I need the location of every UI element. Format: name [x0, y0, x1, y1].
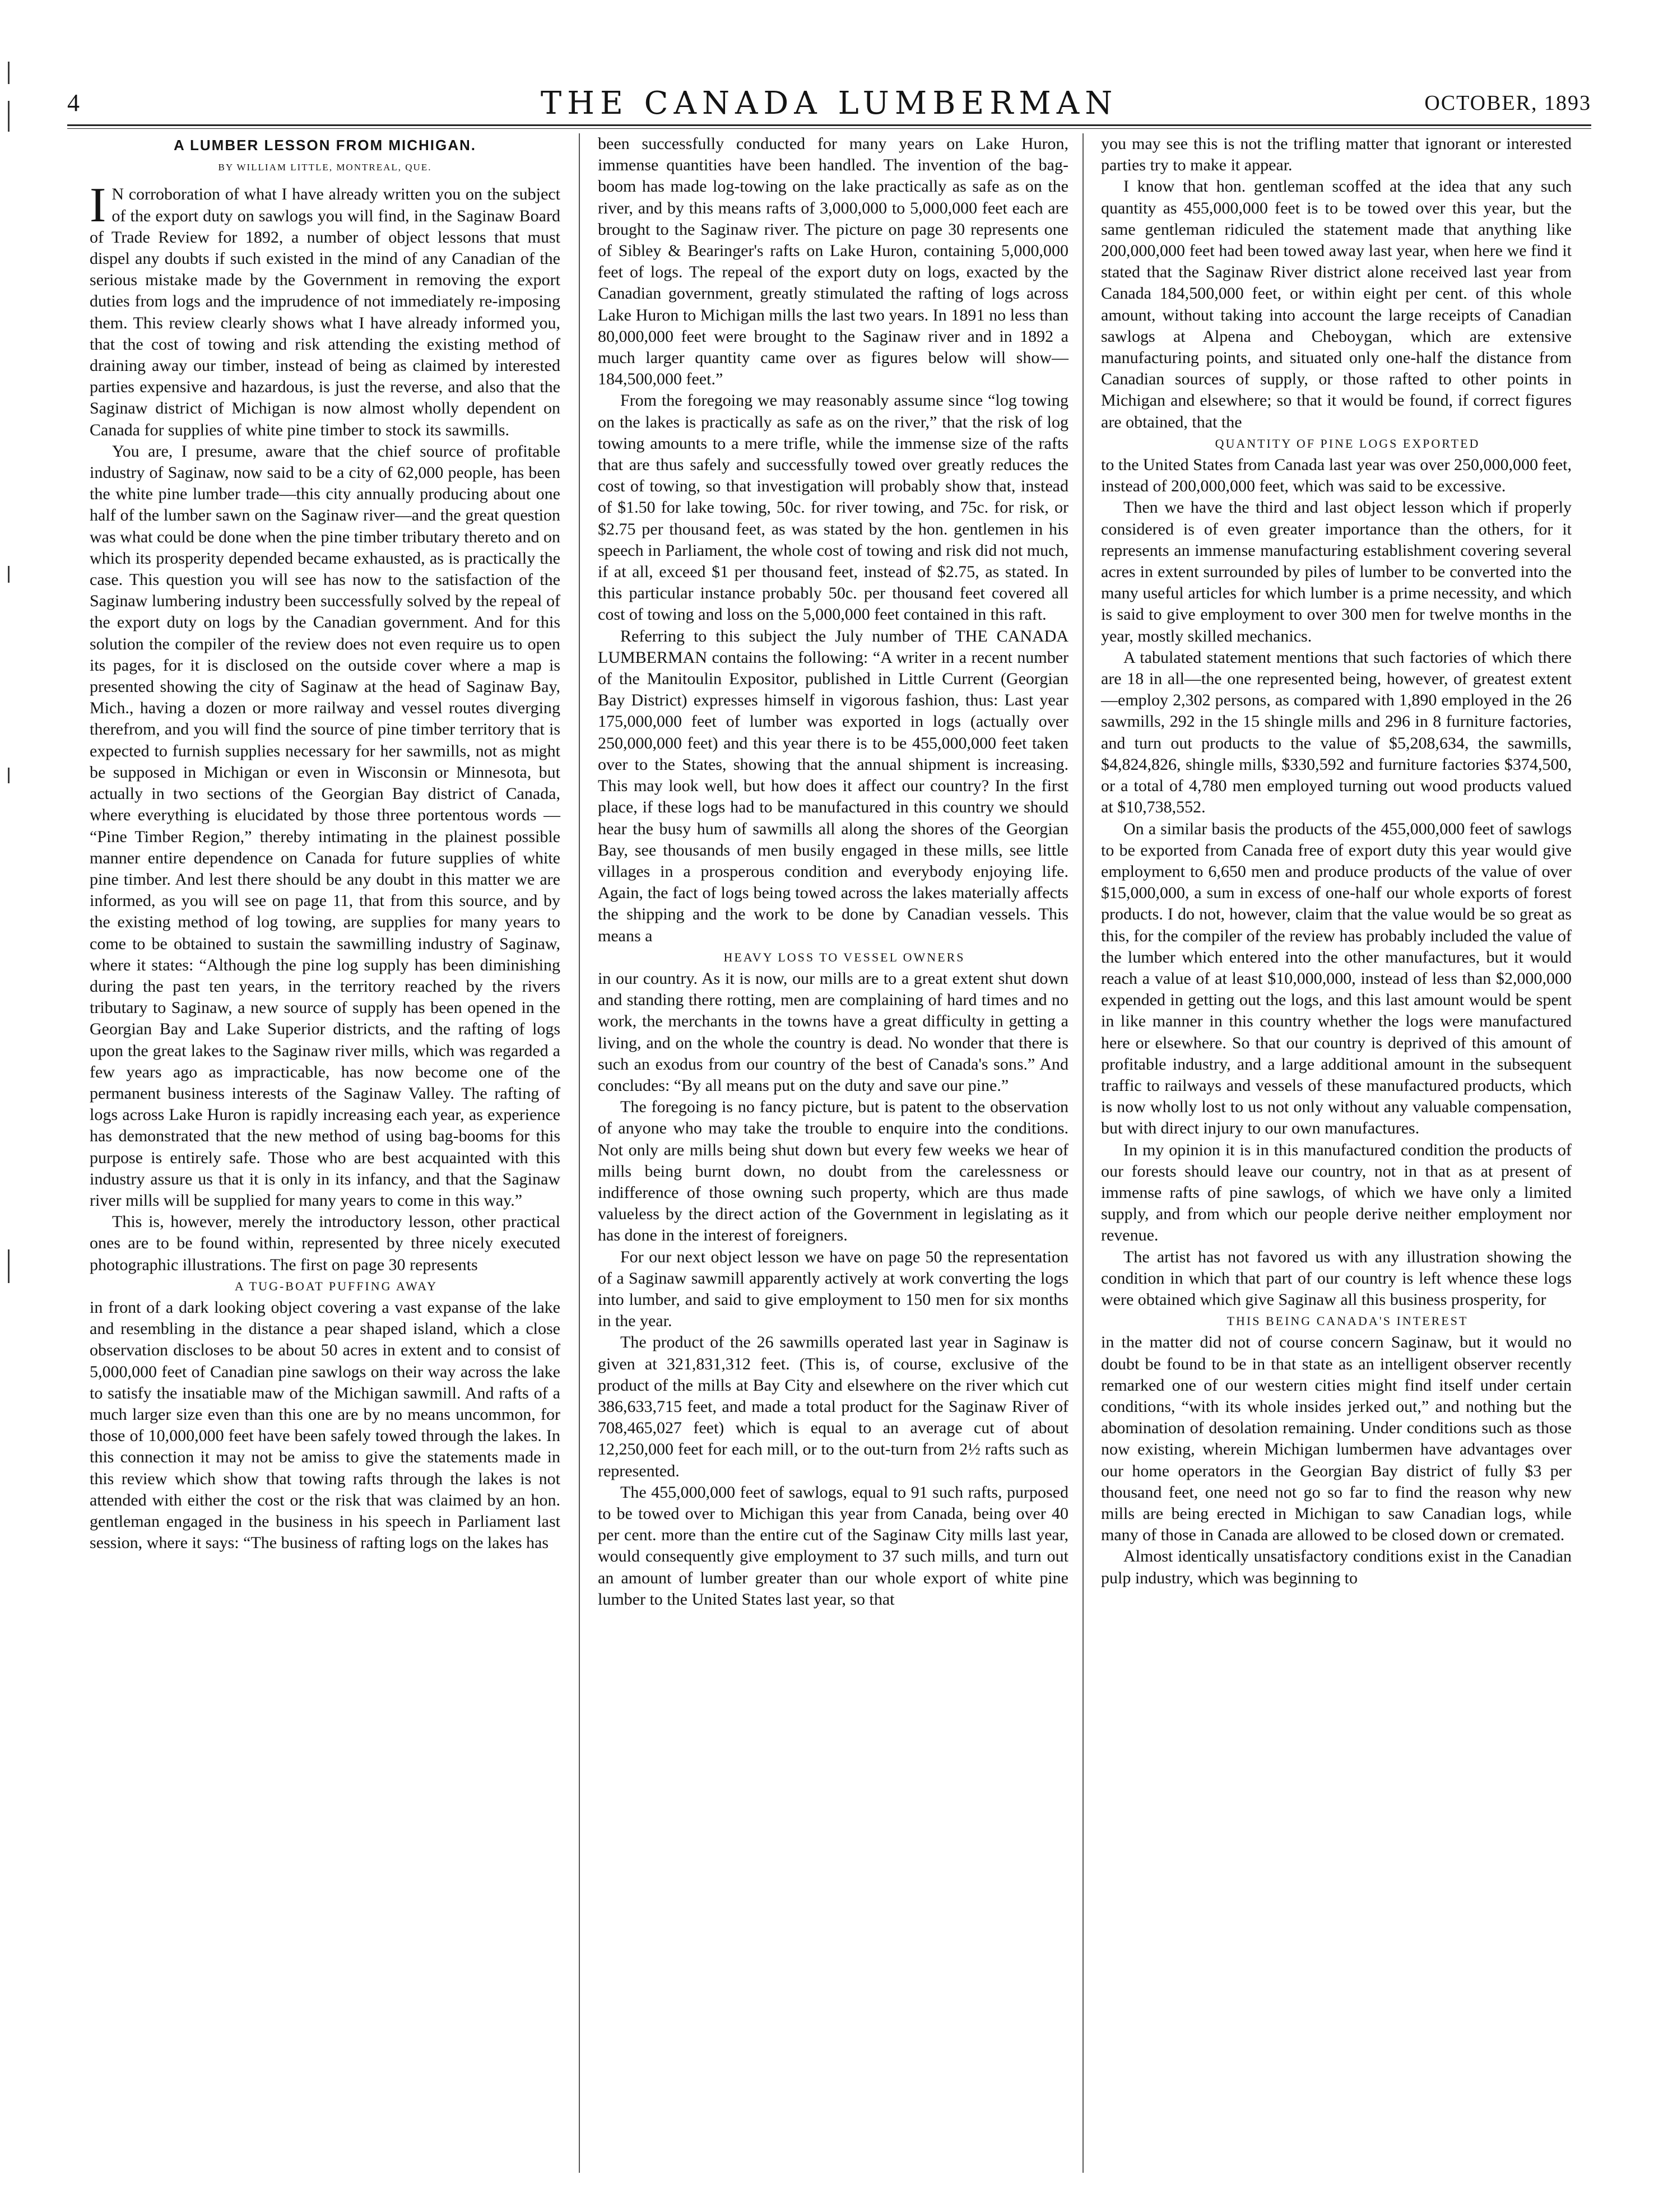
column-divider: [579, 133, 580, 2173]
article-paragraph: From the foregoing we may reasonably assume since “log towing on the lakes is practically as safe as on the river,” that the risk of log towing amounts to a mere trifle, while the immense size of the rafts that are thus safely and successfully towed over greatly reduces the cost of towing, so that investigation will probably show that, instead of $1.50 for lake towing, 50c. for river towing, and 75c. for risk, or $2.75 per thousand feet, as was stated by the hon. gentlemen in his speech in Parliament, the whole cost of towing and risk did not much, if at all, exceed $1 per thousand feet, instead of $2.75, as stated. In this particular instance probably 50c. per thousand feet covered all cost of towing and loss on the 5,000,000 feet contained in this raft.: [598, 391, 1068, 624]
article-paragraph: I know that hon. gentleman scoffed at the idea that any such quantity as 455,000,000 feet is to be towed over this year, but the same gentleman ridiculed the statement made that anything like 200,000,000 feet had been towed away last year, when here we find it stated that the Saginaw River district alone received last year from Canada 184,500,000 feet, or within eight per cent. of this whole amount, without taking into account the large receipts of Canadian sawlogs at Alpena and Cheboygan, which are extensive manufacturing points, and situated only one-half the distance from Canadian sources of supply, or those rafted to other points in Michigan and elsewhere; so that it would be found, if correct figures are obtained, that the: [1101, 177, 1572, 431]
masthead: [67, 84, 1591, 123]
article-paragraph: Then we have the third and last object lesson which if properly considered is of even greater importance than the others, for it represents an immense manufacturing establishment covering several acres in extent surrounded by piles of lumber to be converted into the many useful articles for which lumber is a prime necessity, and which is said to give employment to over 300 men for twelve months in the year, mostly skilled mechanics.: [1101, 498, 1572, 645]
article-paragraph: You are, I presume, aware that the chief source of profitable industry of Saginaw, now said to be a city of 62,000 people, has been the white pine lumber trade—this city annually producing about one half of the lumber sawn on the Saginaw river—and the great question was what could be done when the pine timber tributary thereto and on which its prosperity depended became exhausted, as is practically the case. This question you will see has now to the satisfaction of the Saginaw lumbering industry been successfully solved by the repeal of the export duty on logs by the Canadian government. And for this solution the compiler of the review does not even require us to open its pages, for it is disclosed on the outside cover where a map is presented showing the city of Saginaw at the head of Saginaw Bay, Mich., having a dozen or more railway and vessel routes diverging therefrom, and you will find the source of pine timber territory that is expected to furnish supplies necessary for her sawmills, not as might be supposed in Michigan or even in Wisconsin or Minnesota, but actually in two sections of the Georgian Bay district of Canada, where everything is elucidated by those three portentous words — “Pine Timber Region,” thereby intimating in the plainest possible manner entire dependence on Canada for future supplies of white pine timber. And lest there should be any doubt in this matter we are informed, as you will see on page 11, that from this source, and by the existing method of log towing, are supplies for many years to come to be obtained to sustain the sawmilling industry of Saginaw, where it states: “Although the pine log supply has been diminishing during the past ten years, in the territory reached by the rivers tributary to Saginaw, a new source of supply has been opened in the Georgian Bay and Lake Superior districts, and the rafting of logs upon the great lakes to the Saginaw river mills, which was regarded a few years ago as impracticable, has now become one of the permanent business interests of the Saginaw Valley. The rafting of logs across Lake Huron is rapidly increasing each year, as experience has demonstrated that the new method of using bag-booms for this purpose is entirely safe. Those who are best acquainted with this industry assure us that it is only in its infancy, and that the Saginaw river mills will be supplied for many years to come in this way.”: [90, 442, 560, 1210]
article-paragraph: you may see this is not the trifling matter that ignorant or interested parties try to make it appear.: [1101, 134, 1572, 175]
column-1: [90, 133, 560, 1554]
column-divider: [1082, 133, 1084, 2173]
article-paragraph: been successfully conducted for many years on Lake Huron, immense quantities have been handled. The invention of the bag-boom has made log-towing on the lake practically as safe as on the river, and by this means rafts of 3,000,000 to 5,000,000 feet each are brought to the Saginaw river. The picture on page 30 represents one of Sibley & Bearinger's rafts on Lake Huron, containing 5,000,000 feet of logs. The repeal of the export duty on logs, exacted by the Canadian government, greatly stimulated the rafting of logs across Lake Huron to Michigan mills the last two years. In 1891 no less than 80,000,000 feet were brought to the Saginaw river and in 1892 a much larger quantity came over as figures below will show—184,500,000 feet.”: [598, 134, 1068, 389]
page-number: 4: [67, 89, 80, 117]
paper-title: THE CANADA LUMBERMAN: [540, 85, 1118, 122]
drop-cap: I: [90, 178, 106, 233]
article-paragraph: For our next object lesson we have on page 50 the representation of a Saginaw sawmill apparently actively at work converting the logs into lumber, and said to give employment to 150 men for six months in the year.: [598, 1247, 1068, 1331]
article-paragraph: The 455,000,000 feet of sawlogs, equal to 91 such rafts, purposed to be towed over to Michigan this year from Canada, being over 40 per cent. more than the entire cut of the Saginaw City mills last year, would consequently give employment to 37 such mills, and turn out an amount of lumber greater than our whole export of white pine lumber to the United States last year, so that: [598, 1483, 1068, 1609]
article-paragraph: in our country. As it is now, our mills are to a great extent shut down and standing there rotting, men are complaining of hard times and no work, the merchants in the towns have a great difficulty in getting a living, and on the whole the country is dead. No wonder that there is such an exodus from our country of the best of Canada's sons.” And concludes: “By all means put on the duty and save our pine.”: [598, 969, 1068, 1095]
article-paragraph: In my opinion it is in this manufactured condition the products of our forests should leave our country, not in that as at present of immense rafts of pine sawlogs, of which we have only a limited supply, and from which our people derive neither employment nor revenue.: [1101, 1140, 1572, 1245]
column-3: [1101, 133, 1572, 1589]
issue-date: OCTOBER, 1893: [1424, 91, 1591, 115]
article-paragraph: On a similar basis the products of the 455,000,000 feet of sawlogs to be exported from Canada free of export duty this year would give employment to 6,650 men and produce products of the value of over $15,000,000, a sum in excess of one-half our whole exports of forest products. I do not, however, claim that the value would be so great as this, for the compiler of the review has probably included the value of the lumber which entered into the other manufactures, but it would reach a value of at least $10,000,000, instead of less than $2,000,000 expended in getting out the logs, and this last amount would be spent in like manner in this country whether the logs were manufactured here or elsewhere. So that our country is deprived of this amount of profitable industry, and a large additional amount in the subsequent traffic to railways and vessels of these manufactured products, which is now wholly lost to us not only without any valuable compensation, but with direct injury to our own manufactures.: [1101, 819, 1572, 1138]
margin-mark: [8, 1249, 10, 1283]
article-paragraph: Referring to this subject the July number of THE CANADA LUMBERMAN contains the following: “A writer in a recent number of the Manitoulin Expositor, published in Little Current (Georgian Bay District) expresses himself in vigorous fashion, thus: Last year 175,000,000 feet of lumber was exported in logs (actually over 250,000,000 feet) and this year there is to be 455,000,000 feet taken over to the States, showing that the annual shipment is increasing. This may look well, but how does it affect our country? In the first place, if these logs had to be manufactured in this country we should hear the busy hum of sawmills all along the shores of the Georgian Bay, see thousands of men busily engaged in these mills, see little villages in a prosperous condition and everybody enjoying life. Again, the fact of logs being towed across the lakes materially affects the shipping and the work to be done by Canadian vessels. This means a: [598, 626, 1068, 945]
article-paragraph: The product of the 26 sawmills operated last year in Saginaw is given at 321,831,312 feet. (This is, of course, exclusive of the product of the mills at Bay City and elsewhere on the river which cut 386,633,715 feet, and made a total product for the Saginaw River of 708,465,027 feet) which is equal to an average cut of about 12,250,000 feet for each mill, or to the out-turn from 2½ rafts such as represented.: [598, 1333, 1068, 1480]
column-2: [598, 133, 1068, 1610]
margin-mark: [8, 768, 10, 783]
article-paragraph: The foregoing is no fancy picture, but is patent to the observation of anyone who may take the trouble to enquire into the conditions. Not only are mills being shut down but every few weeks we hear of mills being burnt down, no doubt from the carelessness or indifference of those owning such property, which are thus made valueless by the direct action of the Government in legislating as it has done in the interest of foreigners.: [598, 1098, 1068, 1245]
subheading: THIS BEING CANADA'S INTEREST: [1226, 1314, 1469, 1328]
masthead-rule: [67, 124, 1591, 126]
article-paragraph: The artist has not favored us with any illustration showing the condition in which that part of our country is left whence these logs were obtained which give Saginaw all this business prosperity, for: [1101, 1247, 1572, 1309]
subheading: A TUG-BOAT PUFFING AWAY: [234, 1279, 438, 1293]
byline: BY WILLIAM LITTLE, MONTREAL, QUE.: [218, 162, 432, 173]
article-paragraph: to the United States from Canada last year was over 250,000,000 feet, instead of 200,000,000 feet, which was said to be excessive.: [1101, 456, 1572, 496]
article-paragraph: Almost identically unsatisfactory conditions exist in the Canadian pulp industry, which was beginning to: [1101, 1547, 1572, 1587]
article-paragraph: in the matter did not of course concern Saginaw, but it would no doubt be found to be in that state as an intelligent observer recently remarked one of our western cities might find itself under certain conditions, “with its whole insides jerked out,” and nothing but the abomination of desolation remaining. Under conditions such as those now existing, wherein Michigan lumbermen have advantages over our home operators in the Georgian Bay district of fully $3 per thousand feet, one need not go so far to find the reason why new mills are being erected in Michigan to saw Canadian logs, while many of those in Canada are allowed to be closed down or cremated.: [1101, 1333, 1572, 1545]
margin-mark: [8, 566, 10, 583]
article-paragraph: This is, however, merely the introductory lesson, other practical ones are to be found within, represented by three nicely executed photographic illustrations. The first on page 30 represents: [90, 1212, 560, 1274]
article-paragraph: A tabulated statement mentions that such factories of which there are 18 in all—the one represented being, however, of greatest extent—employ 2,302 persons, as compared with 1,890 employed in the 26 sawmills, 292 in the 15 shingle mills and 296 in 8 furniture factories, and turn out products to the value of $5,208,634, the sawmills, $4,824,826, shingle mills, $330,592 and furniture factories $374,500, or a total of 4,780 men employed turning out wood products valued at $10,738,552.: [1101, 648, 1572, 817]
masthead-rule-thin: [67, 128, 1591, 129]
article-title: A LUMBER LESSON FROM MICHIGAN.: [173, 137, 477, 154]
article-paragraph: I N corroboration of what I have already written you on the subject of the export duty on sawlogs you will find, in the Saginaw Board of Trade Review for 1892, a number of object lessons that must dispel any doubts if such existed in the mind of any Canadian of the serious mistake made by the Government in removing the export duties from logs and the imprudence of not immediately re-imposing them. This review clearly shows what I have already informed you, that the cost of towing and risk attending the existing method of draining away our timber, instead of being as claimed by interested parties expensive and hazardous, is just the reverse, and also that the Saginaw district of Michigan is now almost wholly dependent on Canada for supplies of white pine timber to stock its sawmills.: [90, 178, 560, 439]
article-paragraph: in front of a dark looking object covering a vast expanse of the lake and resembling in the distance a pear shaped island, which a close observation discloses to be about 50 acres in extent and to consist of 5,000,000 feet of Canadian pine sawlogs on their way across the lake to satisfy the insatiable maw of the Michigan sawmill. And rafts of a much larger size even than this one are by no means uncommon, for those of 10,000,000 feet have been safely towed through the lakes. In this connection it may not be amiss to give the statements made in this review which show that towing rafts through the lakes is not attended with either the cost or the risk that was claimed by an hon. gentleman engaged in the business in his speech in Parliament last session, where it says: “The business of rafting logs on the lakes has: [90, 1298, 560, 1553]
margin-mark: [8, 101, 10, 132]
subheading: HEAVY LOSS TO VESSEL OWNERS: [723, 950, 965, 964]
margin-mark: [8, 62, 10, 84]
subheading: QUANTITY OF PINE LOGS EXPORTED: [1215, 436, 1480, 450]
